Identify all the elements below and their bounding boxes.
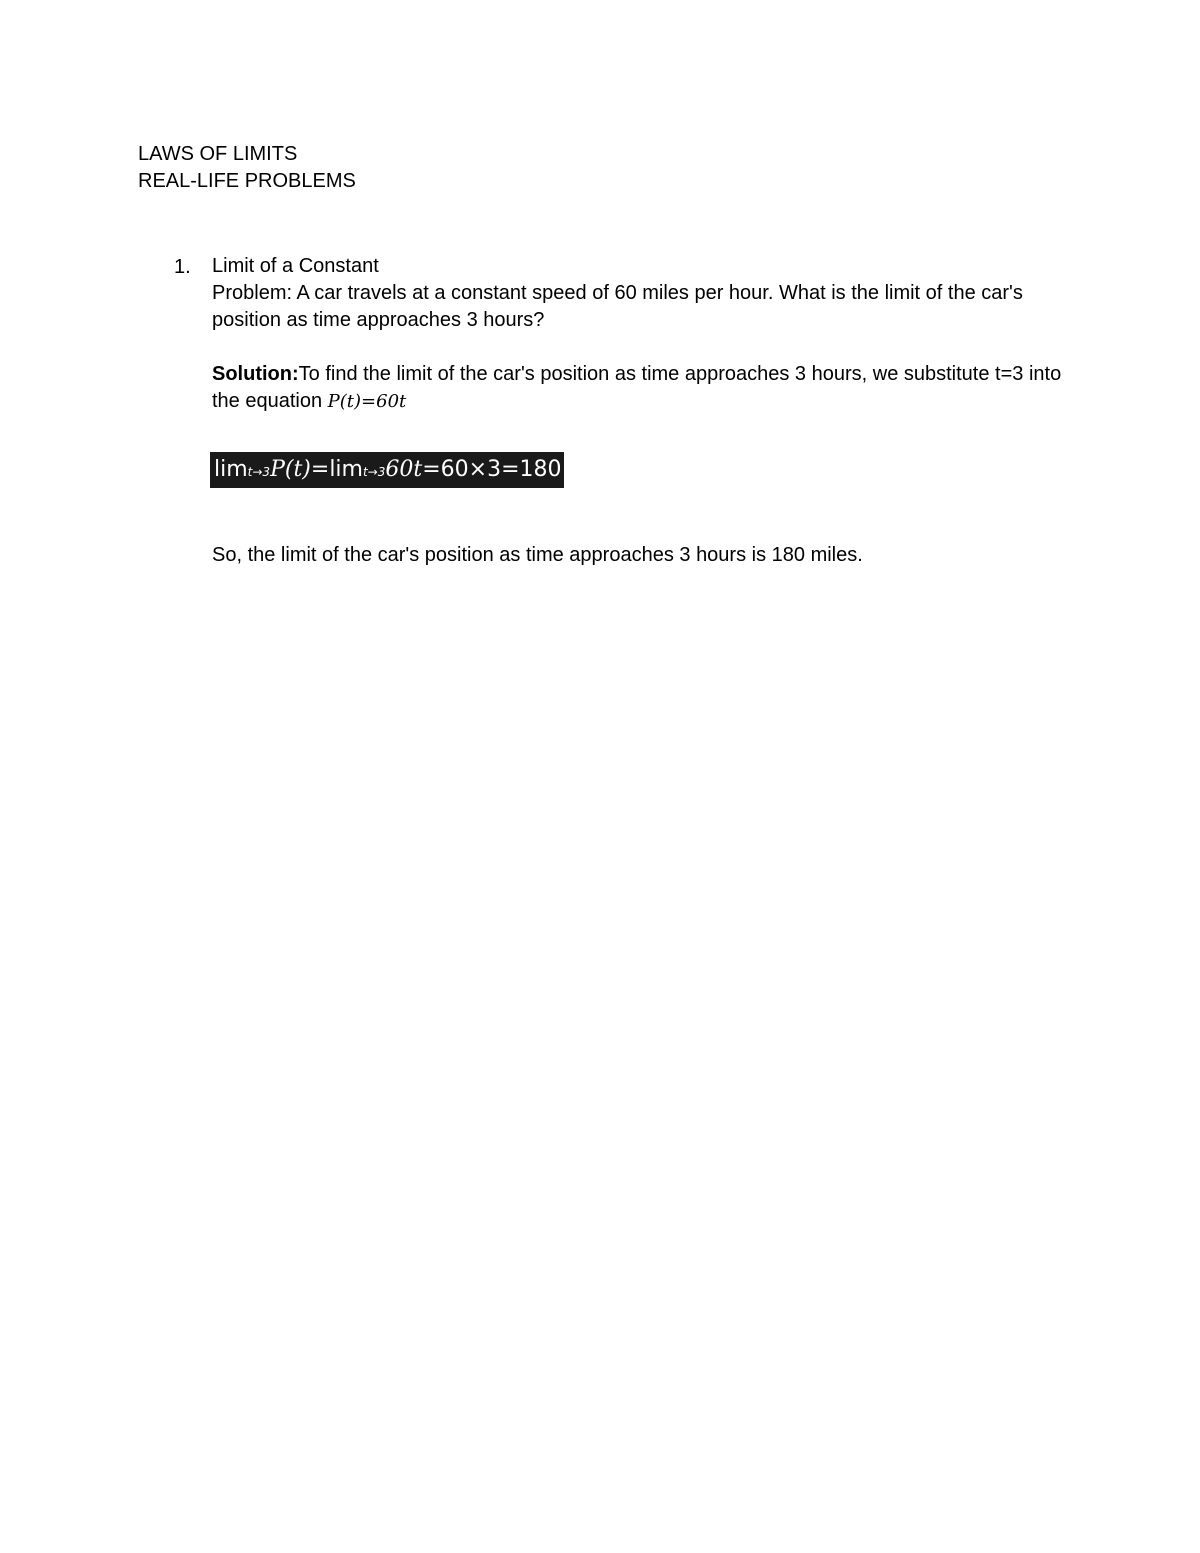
equation-expression: P(t) <box>270 457 311 482</box>
list-item <box>212 253 1072 415</box>
conclusion-text: So, the limit of the car's position as time approaches 3 hours is 180 miles. <box>212 544 863 566</box>
equation-equals: = <box>310 457 330 482</box>
equation-expression-2: 60t <box>385 457 423 482</box>
equation-subscript: t→3 <box>247 465 271 479</box>
equation-result: =60×3=180 <box>422 457 562 482</box>
equation-lim-2: lim <box>329 457 363 482</box>
problem-statement: Problem: A car travels at a constant speed of 60 miles per hour. What is the limit of the car's position as time approaches 3 hours? <box>212 282 1023 331</box>
solution-text: To find the limit of the car's position as time approaches 3 hours, we substitute t=3 into the equation <box>212 363 1062 412</box>
equation-subscript-2: t→3 <box>362 465 386 479</box>
list-item-number: 1. <box>174 256 191 278</box>
solution-paragraph <box>212 361 1072 415</box>
equation-lim: lim <box>214 457 248 482</box>
document-subtitle: REAL-LIFE PROBLEMS <box>138 170 356 192</box>
document-title: LAWS OF LIMITS <box>138 143 298 165</box>
item-heading: Limit of a Constant <box>212 255 379 277</box>
inline-equation: P(t)=60t <box>327 391 407 412</box>
solution-label: Solution: <box>212 363 299 385</box>
display-equation <box>210 452 564 488</box>
